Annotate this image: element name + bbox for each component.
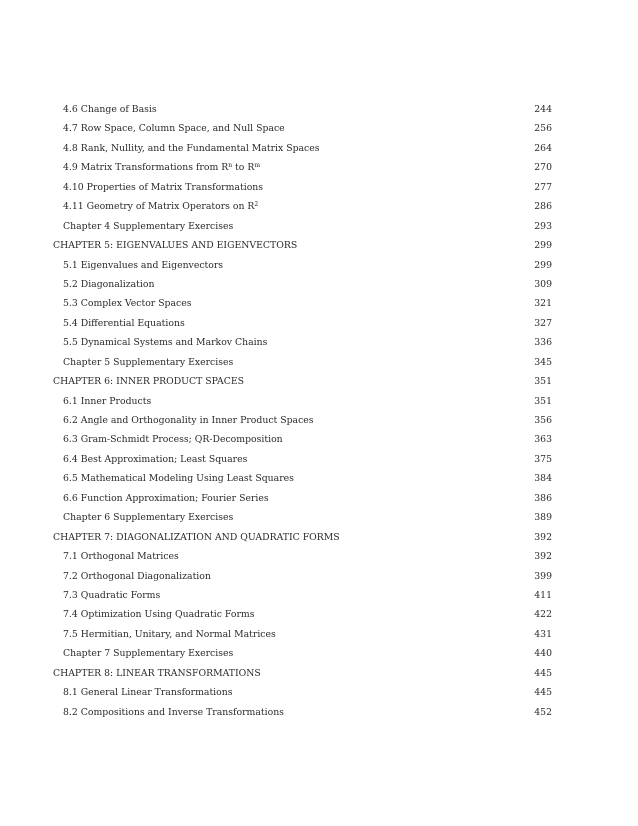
- toc-entry-page: 327: [534, 317, 552, 329]
- toc-entry-page: 286: [534, 201, 552, 213]
- toc-entry[interactable]: [53, 489, 552, 508]
- toc-entry-title: 4.6 Change of Basis: [63, 104, 157, 115]
- toc-entry-title-text: to R: [232, 162, 255, 174]
- toc-chapter-entry[interactable]: [53, 236, 552, 255]
- toc-entry[interactable]: [53, 294, 552, 313]
- toc-entry-page: 256: [534, 123, 552, 135]
- toc-entry-title: [63, 197, 258, 216]
- toc-entry-page: 384: [534, 473, 552, 485]
- toc-entry[interactable]: [53, 586, 552, 605]
- toc-entry-title: 7.2 Orthogonal Diagonalization: [63, 570, 211, 582]
- toc-entry[interactable]: [53, 256, 552, 275]
- toc-entry[interactable]: [53, 100, 552, 119]
- toc-entry[interactable]: [53, 605, 552, 624]
- toc-entry[interactable]: [53, 683, 552, 702]
- toc-entry-title: Chapter 4 Supplementary Exercises: [63, 220, 234, 232]
- toc-entry-page: 244: [534, 104, 552, 115]
- superscript: m: [254, 162, 261, 170]
- toc-chapter-entry[interactable]: [53, 528, 552, 547]
- toc-chapter-title: CHAPTER 7: DIAGONALIZATION AND QUADRATIC FORMS: [53, 531, 340, 543]
- toc-entry-page: 356: [534, 415, 552, 426]
- toc-entry[interactable]: [53, 178, 552, 197]
- toc-entry[interactable]: [53, 703, 552, 722]
- toc-entry-title: Chapter 5 Supplementary Exercises: [63, 356, 234, 368]
- toc-entry[interactable]: [53, 547, 552, 566]
- toc-entry[interactable]: [53, 314, 552, 333]
- toc-entry[interactable]: [53, 275, 552, 294]
- toc-entry-page: 440: [534, 648, 552, 660]
- toc-entry[interactable]: [53, 450, 552, 469]
- toc-entry-page: 270: [534, 162, 552, 174]
- toc-entry-title: 5.4 Differential Equations: [63, 317, 185, 329]
- toc-entry[interactable]: [53, 333, 552, 352]
- toc-chapter-entry[interactable]: [53, 664, 552, 683]
- toc-entry-page: 389: [534, 512, 552, 524]
- toc-entry[interactable]: [53, 139, 552, 158]
- toc-entry-title: 4.8 Rank, Nullity, and the Fundamental Matrix Spaces: [63, 142, 320, 154]
- toc-entry-title: 6.5 Mathematical Modeling Using Least Squares: [63, 473, 294, 485]
- toc-entry-page: 375: [534, 453, 552, 465]
- toc-entry-title: 6.3 Gram-Schmidt Process; QR-Decomposition: [63, 434, 283, 446]
- toc-entry-title: 6.4 Best Approximation; Least Squares: [63, 453, 248, 465]
- toc-entry[interactable]: [53, 197, 552, 216]
- toc-entry-title: 7.1 Orthogonal Matrices: [63, 551, 179, 563]
- toc-entry-page: 351: [534, 395, 552, 407]
- toc-entry-title-text: 4.11 Geometry of Matrix Operators on R: [63, 201, 255, 213]
- toc-entry[interactable]: [53, 411, 552, 430]
- toc-entry-page: 299: [534, 240, 552, 252]
- toc-entry-page: 422: [534, 609, 552, 621]
- toc-entry-page: 345: [534, 356, 552, 368]
- toc-entry-page: 445: [534, 687, 552, 699]
- table-of-contents: [53, 100, 552, 722]
- toc-entry-title: 7.4 Optimization Using Quadratic Forms: [63, 609, 255, 621]
- toc-entry-title: 7.5 Hermitian, Unitary, and Normal Matrices: [63, 628, 276, 640]
- toc-entry-page: 399: [534, 570, 552, 582]
- toc-entry-page: 299: [534, 259, 552, 271]
- toc-entry[interactable]: [53, 625, 552, 644]
- toc-entry-page: 445: [534, 667, 552, 679]
- toc-entry-title: 5.1 Eigenvalues and Eigenvectors: [63, 259, 224, 271]
- toc-entry-title: 5.5 Dynamical Systems and Markov Chains: [63, 337, 268, 349]
- toc-entry-title: 5.3 Complex Vector Spaces: [63, 298, 192, 310]
- toc-entry-page: 277: [534, 181, 552, 193]
- toc-entry-page: 392: [534, 531, 552, 543]
- toc-entry-title: 4.10 Properties of Matrix Transformations: [63, 181, 264, 193]
- toc-entry-page: 336: [534, 337, 552, 349]
- toc-entry-title: 8.2 Compositions and Inverse Transformations: [63, 706, 284, 718]
- toc-entry-page: 351: [534, 376, 552, 388]
- toc-entry-title: 6.2 Angle and Orthogonality in Inner Product Spaces: [63, 415, 314, 426]
- toc-entry[interactable]: [53, 119, 552, 138]
- toc-entry[interactable]: [53, 217, 552, 236]
- toc-entry-page: 309: [534, 278, 552, 290]
- toc-entry[interactable]: [53, 644, 552, 663]
- toc-chapter-title: CHAPTER 6: INNER PRODUCT SPACES: [53, 376, 245, 388]
- toc-entry[interactable]: [53, 158, 552, 177]
- toc-entry-title: Chapter 7 Supplementary Exercises: [63, 648, 234, 660]
- toc-entry-page: 363: [534, 434, 552, 446]
- toc-chapter-entry[interactable]: [53, 372, 552, 391]
- toc-entry-page: 386: [534, 492, 552, 504]
- toc-entry-title: 5.2 Diagonalization: [63, 278, 155, 290]
- toc-entry[interactable]: [53, 392, 552, 411]
- toc-entry-title: 7.3 Quadratic Forms: [63, 589, 161, 601]
- toc-entry-title: 6.6 Function Approximation; Fourier Series: [63, 492, 269, 504]
- toc-entry-title: 8.1 General Linear Transformations: [63, 687, 233, 699]
- toc-entry-title-text: 4.9 Matrix Transformations from R: [63, 162, 229, 174]
- toc-entry-title: 4.7 Row Space, Column Space, and Null Space: [63, 123, 285, 135]
- toc-entry[interactable]: [53, 430, 552, 449]
- toc-entry[interactable]: [53, 508, 552, 527]
- toc-entry-title: [63, 158, 260, 177]
- toc-entry-page: 452: [534, 706, 552, 718]
- toc-entry-title: 6.1 Inner Products: [63, 395, 152, 407]
- toc-entry-page: 431: [534, 628, 552, 640]
- toc-entry-page: 293: [534, 220, 552, 232]
- toc-chapter-title: CHAPTER 8: LINEAR TRANSFORMATIONS: [53, 667, 261, 679]
- toc-entry[interactable]: [53, 567, 552, 586]
- toc-entry-page: 321: [534, 298, 552, 310]
- toc-entry-page: 392: [534, 551, 552, 563]
- toc-entry-page: 264: [534, 142, 552, 154]
- toc-chapter-title: CHAPTER 5: EIGENVALUES AND EIGENVECTORS: [53, 240, 298, 252]
- toc-entry-title: Chapter 6 Supplementary Exercises: [63, 512, 234, 524]
- superscript: 2: [254, 201, 259, 209]
- toc-entry[interactable]: [53, 353, 552, 372]
- toc-entry-page: 411: [534, 589, 552, 601]
- superscript: n: [228, 162, 233, 170]
- toc-entry[interactable]: [53, 469, 552, 488]
